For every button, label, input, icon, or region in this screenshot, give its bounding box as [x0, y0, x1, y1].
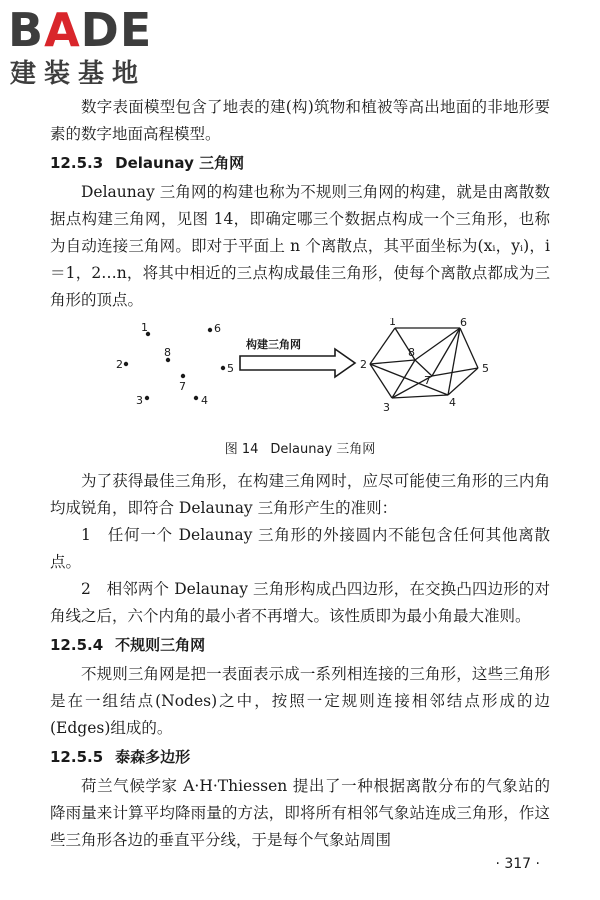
section-heading-thiessen: 12.5.5 泰森多边形 [50, 748, 191, 766]
svg-text:2: 2 [360, 358, 367, 371]
intro-paragraph: 数字表面模型包含了地表的建(构)筑物和植被等高出地面的非地形要素的数字地面高程模型。 [50, 98, 550, 143]
delaunay-paragraph: Delaunay 三角网的构建也称为不规则三角网的构建，就是由离散数据点构建三角网，见图 14，即确定哪三个数据点构成一个三角形，也称为自动连接三角网。即对于平面上 n 个离散点，其平面坐标为(xᵢ，yᵢ)，i＝1，2…n，将其中相近的三点构成最佳三角形，使每个离散点都成为三角形的顶点。 [50, 183, 550, 309]
label-2: 2 [116, 358, 123, 371]
svg-text:8: 8 [408, 346, 415, 359]
svg-text:1: 1 [389, 318, 396, 328]
logo-subtitle: 建装基地 [10, 59, 147, 89]
label-5: 5 [227, 362, 234, 375]
page-number: · 317 · [495, 856, 540, 872]
label-6: 6 [214, 322, 221, 335]
section-heading-tin: 12.5.4 不规则三角网 [50, 636, 206, 654]
arrow-shape [240, 349, 355, 377]
svg-text:6: 6 [460, 318, 467, 329]
scattered-points [116, 321, 234, 407]
svg-text:5: 5 [482, 362, 489, 375]
label-3: 3 [136, 394, 143, 407]
figure-diagram [50, 318, 550, 438]
point-7 [181, 374, 185, 378]
arrow [240, 337, 355, 377]
label-8: 8 [164, 346, 171, 359]
criteria-rule-2: 2 相邻两个 Delaunay 三角形构成凸四边形，在交换凸四边形的对角线之后，六个内角的最小者不再增大。该性质即为最小角最大准则。 [50, 580, 550, 625]
bade-logo [8, 4, 178, 94]
delaunay-figure [50, 318, 550, 438]
label-4: 4 [201, 394, 208, 407]
label-1: 1 [141, 321, 148, 334]
thiessen-paragraph: 荷兰气候学家 A·H·Thiessen 提出了一种根据离散分布的气象站的降雨量来计算平均降雨量的方法，即将所有相邻气象站连成三角形，作这些三角形各边的垂直平分线，于是每个气象站周围 [50, 777, 550, 849]
network-labels [360, 318, 489, 414]
criteria-rule-1: 1 任何一个 Delaunay 三角形的外接圆内不能包含任何其他离散点。 [50, 526, 550, 571]
svg-text:7: 7 [424, 374, 431, 387]
figure-caption: 图 14 Delaunay 三角网 [224, 442, 376, 457]
page-content [50, 94, 550, 854]
criteria-intro: 为了获得最佳三角形，在构建三角网时，应尽可能使三角形的三内角均成锐角，即符合 Delaunay 三角形产生的准则： [50, 472, 550, 517]
svg-text:3: 3 [383, 401, 390, 414]
logo-wordmark: BADE [8, 3, 153, 57]
point-5 [221, 366, 225, 370]
svg-text:4: 4 [449, 396, 456, 409]
point-3 [145, 396, 149, 400]
point-4 [194, 396, 198, 400]
point-2 [124, 362, 128, 366]
point-6 [208, 328, 212, 332]
section-heading-delaunay: 12.5.3 Delaunay 三角网 [50, 154, 245, 172]
triangle-network [370, 328, 478, 398]
label-7: 7 [179, 380, 186, 393]
arrow-label: 构建三角网 [246, 338, 301, 351]
tin-paragraph: 不规则三角网是把一表面表示成一系列相连接的三角形，这些三角形是在一组结点(Nodes)之中，按照一定规则连接相邻结点形成的边(Edges)组成的。 [50, 665, 550, 737]
